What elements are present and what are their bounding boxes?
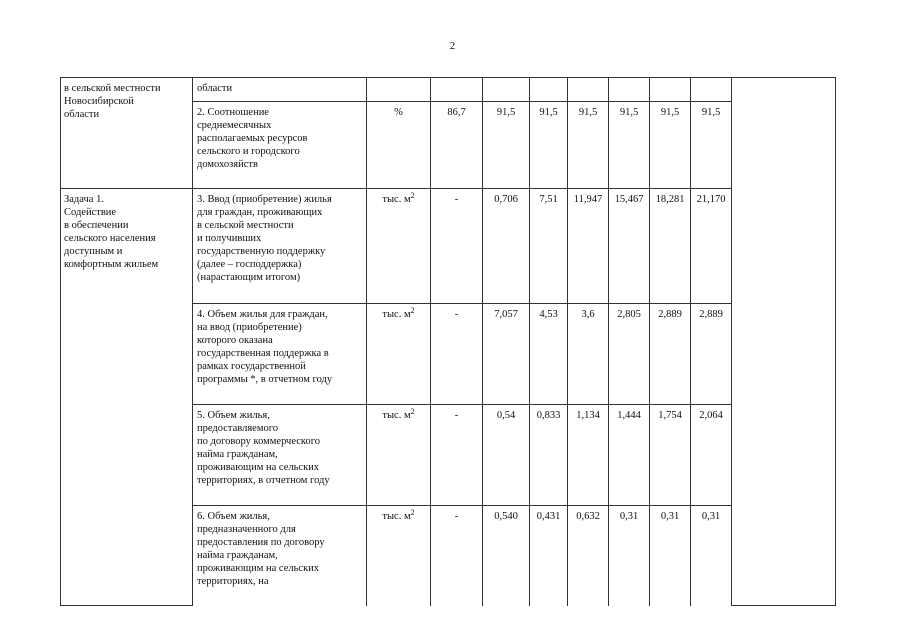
value-cell: 2,889 — [691, 304, 732, 405]
value-cell: 0,833 — [530, 405, 568, 506]
task-cell: в сельской местности Новосибирской области — [61, 78, 193, 189]
value-cell: 1,444 — [609, 405, 650, 506]
value-cell — [691, 78, 732, 102]
value-cell: 0,632 — [568, 506, 609, 606]
unit-cell: тыс. $м^2$ — [367, 304, 431, 405]
value-cell — [530, 78, 568, 102]
indicator-cell: 4. Объем жилья для граждан, на ввод (приобретение) которого оказана государственная поддержка в рамках государственной программы *, в отчетном году — [193, 304, 367, 405]
value-cell: 91,5 — [568, 102, 609, 189]
value-cell: 0,31 — [609, 506, 650, 606]
value-cell: 3,6 — [568, 304, 609, 405]
value-cell: - — [431, 189, 483, 304]
value-cell: 91,5 — [650, 102, 691, 189]
value-cell: 11,947 — [568, 189, 609, 304]
value-cell: 1,754 — [650, 405, 691, 506]
unit-cell: % — [367, 102, 431, 189]
indicator-cell: области — [193, 78, 367, 102]
table-row — [61, 78, 836, 102]
value-cell: 0,431 — [530, 506, 568, 606]
value-cell — [483, 78, 530, 102]
unit-cell — [367, 78, 431, 102]
value-cell — [568, 78, 609, 102]
value-cell: - — [431, 506, 483, 606]
table-row — [61, 189, 836, 304]
value-cell: - — [431, 304, 483, 405]
unit-cell: тыс. $м^2$ — [367, 189, 431, 304]
value-cell: 2,805 — [609, 304, 650, 405]
value-cell: 91,5 — [609, 102, 650, 189]
value-cell: 86,7 — [431, 102, 483, 189]
page-number: 2 — [449, 40, 456, 52]
value-cell: 0,31 — [650, 506, 691, 606]
value-cell: 91,5 — [483, 102, 530, 189]
value-cell: 0,54 — [483, 405, 530, 506]
value-cell: 15,467 — [609, 189, 650, 304]
value-cell — [431, 78, 483, 102]
unit-cell: тыс. $м^2$ — [367, 405, 431, 506]
value-cell — [609, 78, 650, 102]
indicator-cell: 3. Ввод (приобретение) жилья для граждан, проживающих в сельской местности и получивших государственную поддержку (далее – господдержка) (нарастающим итогом) — [193, 189, 367, 304]
value-cell: 21,170 — [691, 189, 732, 304]
task-cell: Задача 1. Содействие в обеспечении сельского населения доступным и комфортным жильем — [61, 189, 193, 606]
value-cell: 7,51 — [530, 189, 568, 304]
value-cell: 1,134 — [568, 405, 609, 506]
indicator-cell: 2. Соотношение среднемесячных располагаемых ресурсов сельского и городского домохозяйств — [193, 102, 367, 189]
value-cell: 18,281 — [650, 189, 691, 304]
value-cell: 2,064 — [691, 405, 732, 506]
value-cell: 4,53 — [530, 304, 568, 405]
value-cell: 7,057 — [483, 304, 530, 405]
value-cell: 0,31 — [691, 506, 732, 606]
value-cell: 0,540 — [483, 506, 530, 606]
value-cell: 2,889 — [650, 304, 691, 405]
value-cell: 91,5 — [530, 102, 568, 189]
indicators-table — [60, 77, 836, 606]
value-cell — [650, 78, 691, 102]
value-cell: - — [431, 405, 483, 506]
value-cell: 91,5 — [691, 102, 732, 189]
extra-column-cell — [732, 78, 836, 606]
indicator-cell: 6. Объем жилья, предназначенного для предоставления по договору найма гражданам, проживающим на сельских территориях, на — [193, 506, 367, 606]
unit-cell: тыс. $м^2$ — [367, 506, 431, 606]
indicator-cell: 5. Объем жилья, предоставляемого по договору коммерческого найма гражданам, проживающим на сельских территориях, в отчетном году — [193, 405, 367, 506]
value-cell: 0,706 — [483, 189, 530, 304]
